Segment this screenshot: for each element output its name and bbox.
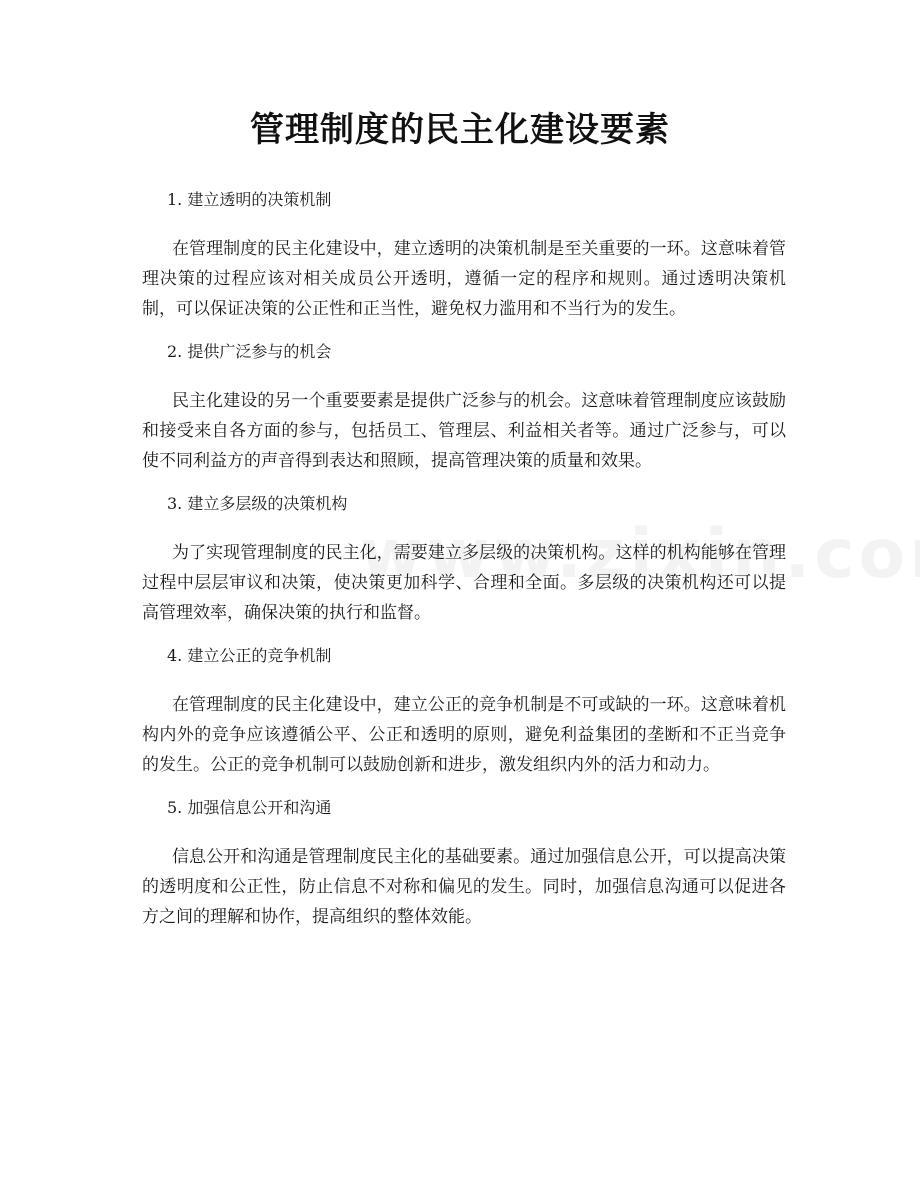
section-heading: 4. 建立公正的竞争机制 xyxy=(167,646,332,665)
document-title: 管理制度的民主化建设要素 xyxy=(250,110,670,150)
section-paragraph: 信息公开和沟通是管理制度民主化的基础要素。通过加强信息公开，可以提高决策的透明度和公正性，防止信息不对称和偏见的发生。同时，加强信息沟通可以促进各方之间的理解和协作，提高组织的整体效能。 xyxy=(142,847,786,927)
section-1 xyxy=(142,186,786,324)
section-heading: 2. 提供广泛参与的机会 xyxy=(167,342,332,361)
section-paragraph: 为了实现管理制度的民主化，需要建立多层级的决策机构。这样的机构能够在管理过程中层层审议和决策，使决策更加科学、合理和全面。多层级的决策机构还可以提高管理效率，确保决策的执行和监督。 xyxy=(142,543,786,623)
section-heading: 1. 建立透明的决策机制 xyxy=(167,190,332,209)
section-2 xyxy=(142,338,786,476)
section-heading: 3. 建立多层级的决策机构 xyxy=(167,494,348,513)
section-paragraph: 在管理制度的民主化建设中，建立公正的竞争机制是不可或缺的一环。这意味着机构内外的竞争应该遵循公平、公正和透明的原则，避免利益集团的垄断和不正当竞争的发生。公正的竞争机制可以鼓励创新和进步，激发组织内外的活力和动力。 xyxy=(142,695,786,775)
section-5 xyxy=(142,794,786,932)
section-heading: 5. 加强信息公开和沟通 xyxy=(167,798,332,817)
section-3 xyxy=(142,490,786,628)
section-paragraph: 民主化建设的另一个重要要素是提供广泛参与的机会。这意味着管理制度应该鼓励和接受来自各方面的参与，包括员工、管理层、利益相关者等。通过广泛参与，可以使不同利益方的声音得到表达和照顾，提高管理决策的质量和效果。 xyxy=(142,391,786,471)
document-body xyxy=(142,186,786,932)
section-4 xyxy=(142,642,786,780)
section-paragraph: 在管理制度的民主化建设中，建立透明的决策机制是至关重要的一环。这意味着管理决策的过程应该对相关成员公开透明，遵循一定的程序和规则。通过透明决策机制，可以保证决策的公正性和正当性，避免权力滥用和不当行为的发生。 xyxy=(142,239,786,319)
